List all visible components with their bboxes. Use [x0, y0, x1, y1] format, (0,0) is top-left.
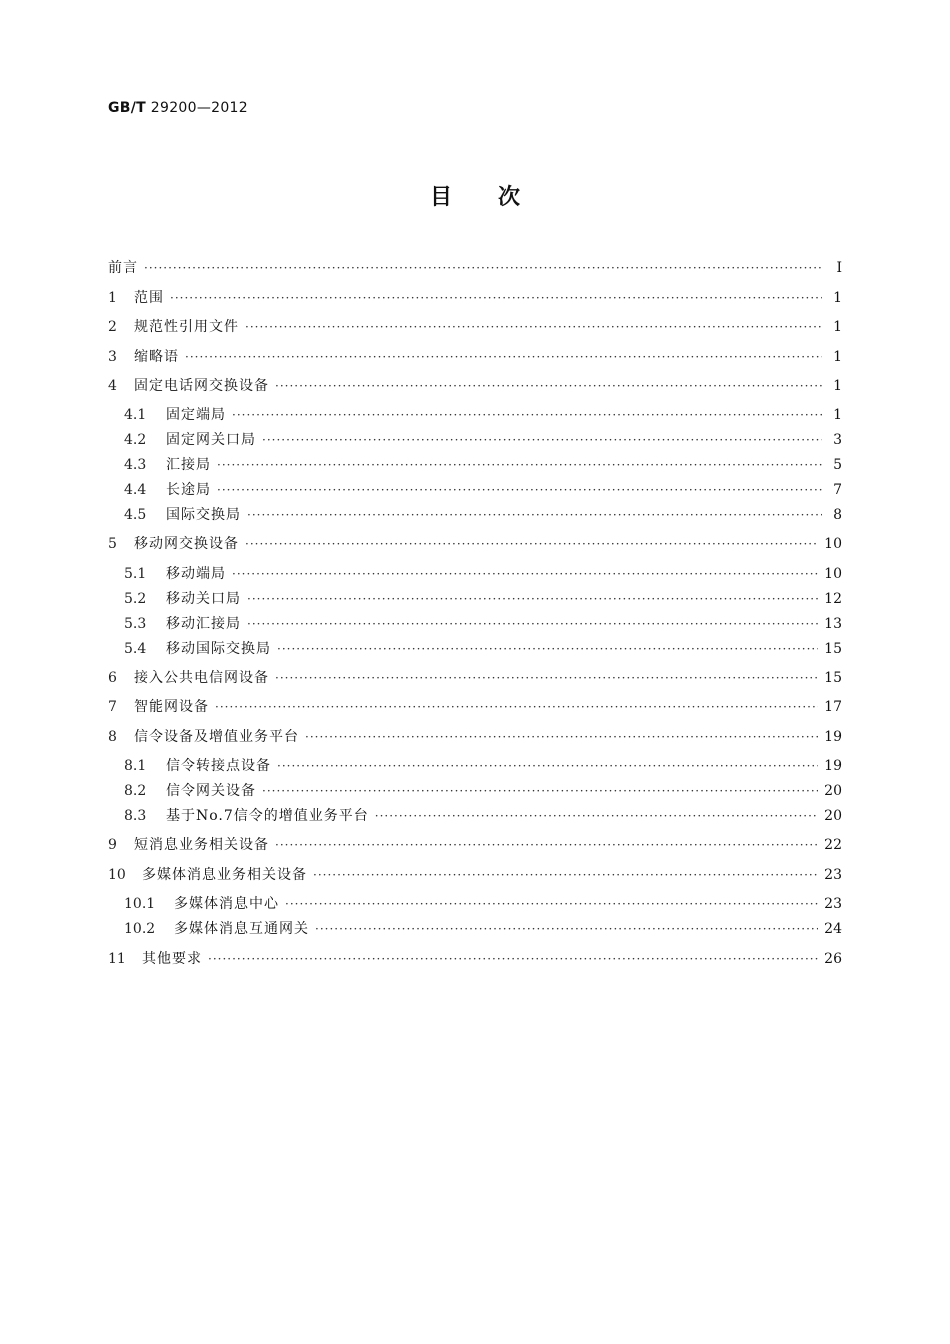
toc-entry-page: 3 — [833, 432, 842, 448]
toc-entry-page: 23 — [824, 867, 842, 883]
toc-entry-number: 11 — [108, 951, 126, 967]
toc-entry[interactable] — [124, 919, 842, 939]
toc-dot-leader — [262, 781, 818, 801]
toc-entry-label: 固定电话网交换设备 — [134, 378, 269, 394]
toc-entry-number: 10.2 — [124, 921, 156, 937]
toc-entry-label: 移动端局 — [166, 566, 226, 582]
toc-entry-page: 24 — [824, 921, 842, 937]
toc-entry[interactable] — [124, 455, 842, 475]
toc-entry-label: 固定端局 — [166, 407, 226, 423]
toc-entry-label: 前言 — [108, 260, 138, 276]
toc-entry-label: 多媒体消息业务相关设备 — [142, 867, 307, 883]
toc-entry-page: 13 — [824, 616, 842, 632]
toc-entry-number: 10.1 — [124, 896, 156, 912]
toc-dot-leader — [245, 317, 822, 337]
toc-entry[interactable] — [108, 288, 842, 308]
toc-entry-label: 移动国际交换局 — [166, 641, 271, 657]
toc-entry-number: 5.1 — [124, 566, 147, 582]
toc-dot-leader — [375, 806, 818, 826]
toc-dot-leader — [217, 455, 822, 475]
toc-entry-label: 移动汇接局 — [166, 616, 241, 632]
toc-entry-page: 12 — [824, 591, 842, 607]
toc-entry-page: Ⅰ — [836, 260, 842, 276]
toc-entry[interactable] — [108, 347, 842, 367]
toc-entry-page: 10 — [824, 566, 842, 582]
toc-entry-number: 4.4 — [124, 482, 147, 498]
toc-entry-label: 汇接局 — [166, 457, 211, 473]
toc-entry-label: 短消息业务相关设备 — [134, 837, 269, 853]
toc-entry-number: 1 — [108, 290, 117, 306]
toc-entry-page: 1 — [833, 319, 842, 335]
toc-entry-number: 8 — [108, 729, 117, 745]
toc-dot-leader — [232, 405, 822, 425]
toc-entry[interactable] — [124, 589, 842, 609]
toc-entry-label: 其他要求 — [142, 951, 202, 967]
toc-entry-page: 20 — [824, 783, 842, 799]
toc-entry[interactable] — [108, 949, 842, 969]
toc-entry-page: 19 — [824, 758, 842, 774]
toc-entry-label: 固定网关口局 — [166, 432, 256, 448]
toc-entry-page: 22 — [824, 837, 842, 853]
toc-entry[interactable] — [108, 317, 842, 337]
toc-dot-leader — [277, 756, 818, 776]
toc-entry-page: 26 — [824, 951, 842, 967]
toc-entry-page: 1 — [833, 378, 842, 394]
toc-entry-number: 5 — [108, 536, 117, 552]
toc-dot-leader — [315, 919, 818, 939]
toc-entry[interactable] — [108, 727, 842, 747]
toc-dot-leader — [215, 697, 818, 717]
toc-entry[interactable] — [108, 376, 842, 396]
toc-dot-leader — [277, 639, 818, 659]
toc-entry-label: 国际交换局 — [166, 507, 241, 523]
toc-dot-leader — [305, 727, 818, 747]
toc-entry[interactable] — [108, 668, 842, 688]
toc-dot-leader — [217, 480, 822, 500]
toc-entry-label: 规范性引用文件 — [134, 319, 239, 335]
toc-entry-number: 10 — [108, 867, 126, 883]
toc-dot-leader — [245, 534, 818, 554]
toc-dot-leader — [170, 288, 822, 308]
toc-entry-number: 4.5 — [124, 507, 147, 523]
toc-entry-number: 5.3 — [124, 616, 147, 632]
toc-entry-label: 信令转接点设备 — [166, 758, 271, 774]
toc-entry-label: 智能网设备 — [134, 699, 209, 715]
toc-entry-label: 信令设备及增值业务平台 — [134, 729, 299, 745]
toc-entry[interactable] — [124, 894, 842, 914]
toc-entry[interactable] — [108, 534, 842, 554]
toc-dot-leader — [247, 614, 818, 634]
toc-entry-number: 2 — [108, 319, 117, 335]
toc-entry[interactable] — [108, 258, 842, 278]
toc-entry-page: 10 — [824, 536, 842, 552]
toc-entry-label: 长途局 — [166, 482, 211, 498]
toc-entry-page: 15 — [824, 670, 842, 686]
standard-code — [108, 100, 248, 116]
toc-dot-leader — [313, 865, 818, 885]
toc-entry[interactable] — [124, 564, 842, 584]
toc-dot-leader — [247, 505, 822, 525]
toc-entry-page: 8 — [833, 507, 842, 523]
toc-dot-leader — [208, 949, 818, 969]
toc-entry-page: 1 — [833, 290, 842, 306]
toc-entry-page: 15 — [824, 641, 842, 657]
toc-dot-leader — [185, 347, 822, 367]
toc-dot-leader — [275, 668, 818, 688]
toc-entry-number: 4.2 — [124, 432, 147, 448]
toc-entry[interactable] — [124, 781, 842, 801]
toc-entry[interactable] — [124, 639, 842, 659]
standard-number: 29200—2012 — [150, 100, 248, 116]
toc-entry[interactable] — [124, 614, 842, 634]
toc-entry-number: 5.4 — [124, 641, 147, 657]
toc-entry-number: 8.2 — [124, 783, 147, 799]
toc-entry-label: 信令网关设备 — [166, 783, 256, 799]
toc-entry-page: 19 — [824, 729, 842, 745]
toc-entry[interactable] — [124, 480, 842, 500]
toc-entry-number: 4.1 — [124, 407, 147, 423]
toc-entry-number: 3 — [108, 349, 117, 365]
toc-dot-leader — [262, 430, 822, 450]
toc-entry[interactable] — [108, 865, 842, 885]
toc-dot-leader — [232, 564, 818, 584]
toc-entry[interactable] — [124, 505, 842, 525]
toc-dot-leader — [275, 835, 818, 855]
toc-dot-leader — [247, 589, 818, 609]
toc-entry-number: 6 — [108, 670, 117, 686]
toc-entry-label: 移动网交换设备 — [134, 536, 239, 552]
toc-entry[interactable] — [108, 835, 842, 855]
toc-entry-page: 5 — [833, 457, 842, 473]
toc-entry-number: 5.2 — [124, 591, 147, 607]
toc-title: 目次 — [429, 185, 566, 210]
toc-entry-label: 基于No.7信令的增值业务平台 — [166, 808, 369, 824]
toc-entry-number: 7 — [108, 699, 117, 715]
toc-entry[interactable] — [124, 430, 842, 450]
toc-entry-page: 1 — [833, 407, 842, 423]
toc-entry-label: 多媒体消息互通网关 — [174, 921, 309, 937]
toc-entry[interactable] — [108, 697, 842, 717]
toc-entry-label: 缩略语 — [134, 349, 179, 365]
toc-entry-label: 移动关口局 — [166, 591, 241, 607]
toc-entry-label: 接入公共电信网设备 — [134, 670, 269, 686]
toc-entry-label: 多媒体消息中心 — [174, 896, 279, 912]
toc-entry-number: 9 — [108, 837, 117, 853]
toc-entry-page: 7 — [833, 482, 842, 498]
toc-entry-number: 8.3 — [124, 808, 147, 824]
toc-entry-page: 20 — [824, 808, 842, 824]
toc-entry-number: 4.3 — [124, 457, 147, 473]
toc-entry[interactable] — [124, 756, 842, 776]
toc-entry-label: 范围 — [134, 290, 164, 306]
standard-prefix: GB/T — [108, 100, 147, 116]
toc-dot-leader — [285, 894, 818, 914]
toc-dot-leader — [144, 258, 822, 278]
toc-entry[interactable] — [124, 806, 842, 826]
toc-entry-number: 4 — [108, 378, 117, 394]
toc-dot-leader — [275, 376, 822, 396]
toc-entry[interactable] — [124, 405, 842, 425]
toc-entry-page: 23 — [824, 896, 842, 912]
toc-entry-page: 1 — [833, 349, 842, 365]
toc-entry-number: 8.1 — [124, 758, 147, 774]
toc-entry-page: 17 — [824, 699, 842, 715]
